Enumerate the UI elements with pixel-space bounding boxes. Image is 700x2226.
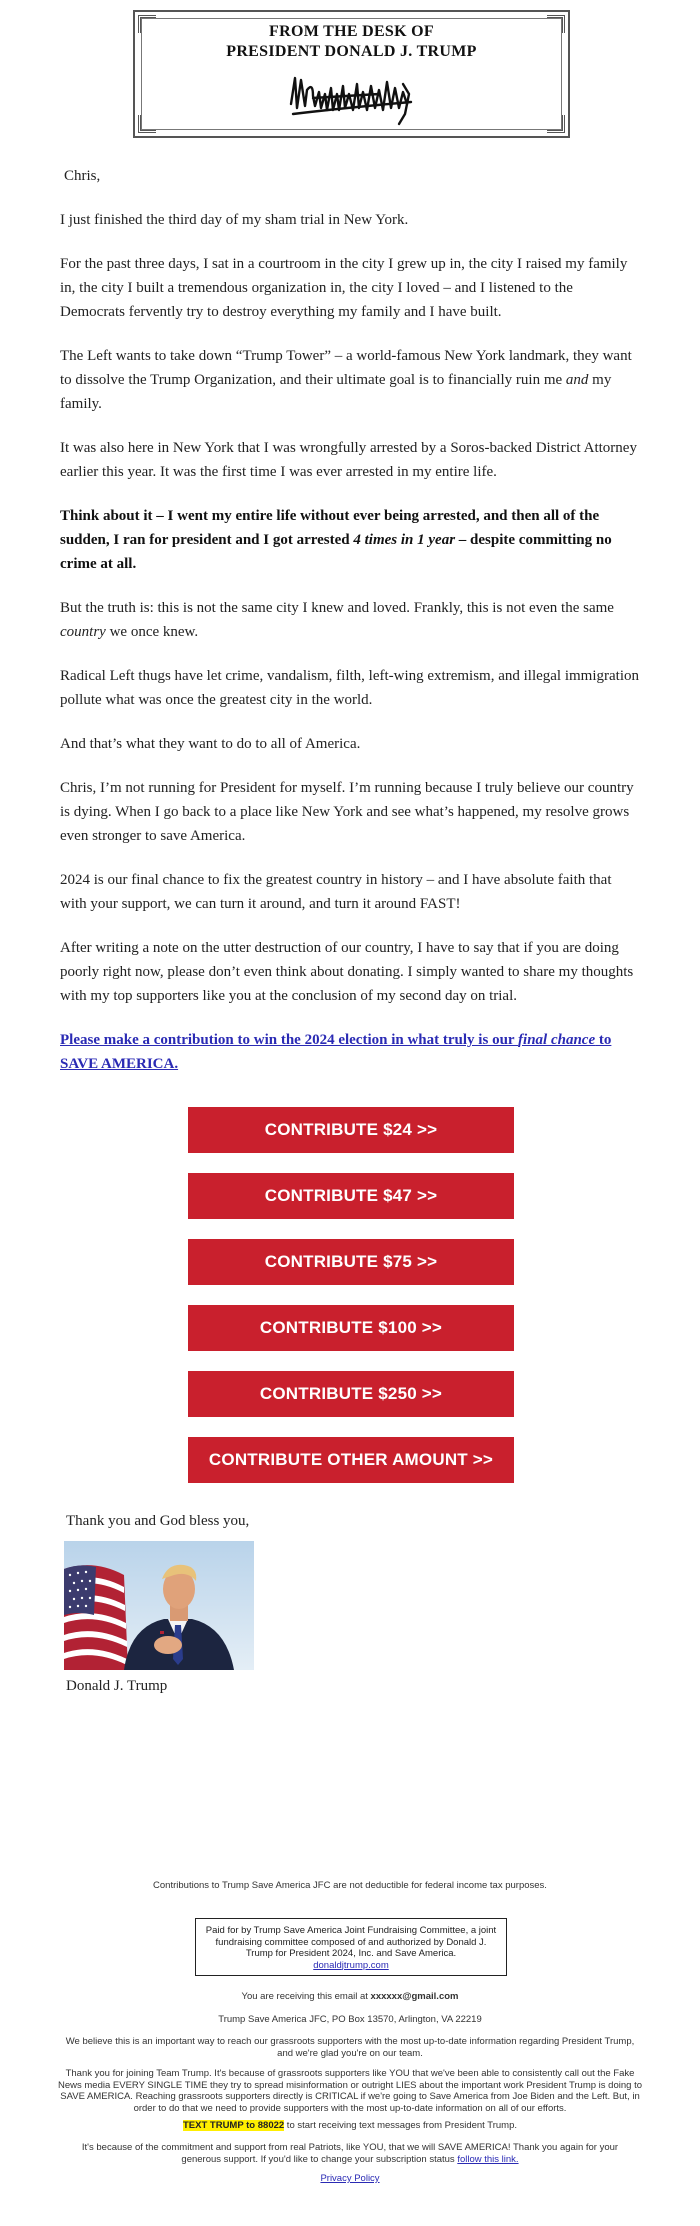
cta-emphasis[interactable]: final chance (518, 1032, 596, 1048)
mailing-address: Trump Save America JFC, PO Box 13570, Arlington, VA 22219 (218, 2014, 482, 2025)
tax-deductible-note: Contributions to Trump Save America JFC are not deductible for federal income tax purposes. (153, 1880, 547, 1891)
signature-icon (283, 64, 423, 132)
signature-name: Donald J. Trump (66, 1678, 168, 1694)
paragraph-9: Chris, I’m not running for President for myself. I’m running because I truly believe our country is dying. When I go back to a place like New York and see what’s happened, my resolve grows even stronger to save America. (60, 780, 634, 844)
corner-ornament-bottom-right (547, 115, 565, 133)
paragraph-3-text-b: my family. (60, 372, 612, 412)
website-link[interactable]: donaldjtrump.com (313, 1959, 389, 1971)
subscription-link[interactable]: follow this link. (457, 2153, 519, 2165)
paragraph-5 (60, 504, 640, 576)
paragraph-5-emphasis: 4 times in 1 year (353, 532, 456, 548)
cta-text-a[interactable]: Please make a contribution to win the 2024 election in what truly is our (60, 1032, 519, 1048)
text-signup-note (60, 2120, 640, 2132)
paragraph-6-text-a: But the truth is: this is not the same city I knew and loved. Frankly, this is not even the same (60, 600, 614, 616)
letterhead-card (133, 10, 570, 138)
privacy-policy-row (60, 2173, 640, 2185)
contribute-250-button[interactable]: CONTRIBUTE $250 >> (188, 1371, 514, 1417)
commitment-text: It's because of the commitment and support from real Patriots, like YOU, that we will SAVE AMERICA! Thank you again for your generous support. If you'd like to change your subscription status (81, 2142, 619, 2165)
paragraph-2: For the past three days, I sat in a courtroom in the city I grew up in, the city I raised my family in, the city I built a tremendous organization in, the city I loved – and I listened to the Democrats fervently try to destroy everything my family and I have built. (60, 256, 628, 320)
paragraph-6-emphasis: country (60, 624, 106, 640)
paragraph-3-emphasis: and (565, 372, 589, 388)
receiving-email-note (60, 1991, 640, 2003)
recipient-email: xxxxxx@gmail.com (370, 1991, 459, 2002)
contribute-47-button[interactable]: CONTRIBUTE $47 >> (188, 1173, 514, 1219)
contribute-100-button[interactable]: CONTRIBUTE $100 >> (188, 1305, 514, 1351)
paragraph-8: And that’s what they want to do to all of America. (60, 736, 361, 752)
text-trump-highlight: TEXT TRUMP to 88022 (182, 2120, 285, 2131)
paragraph-5-text-b: – despite committing no crime at all. (60, 532, 612, 572)
corner-ornament-bottom-left (138, 115, 156, 133)
paid-for-text: Paid for by Trump Save America Joint Fundraising Committee, a joint fundraising committee composed of and authorized by Donald J. Trump for President 2024, Inc. and Save America. (205, 1925, 497, 1959)
text-signup-rest: to start receiving text messages from President Trump. (284, 2120, 518, 2131)
paragraph-10: 2024 is our final chance to fix the greatest country in history – and I have absolute faith that with your support, we can turn it around, and turn it around FAST! (60, 872, 612, 912)
paragraph-1: I just finished the third day of my sham trial in New York. (60, 212, 409, 228)
closing-text: Thank you and God bless you, (66, 1513, 250, 1529)
paragraph-6-text-b: we once knew. (105, 624, 199, 640)
letter-body (60, 164, 640, 1096)
greeting: Chris, (64, 168, 101, 184)
contribution-call-to-action[interactable] (60, 1028, 640, 1076)
paragraph-3 (60, 344, 640, 416)
contribute-other-amount-button[interactable]: CONTRIBUTE OTHER AMOUNT >> (188, 1437, 514, 1483)
paragraph-7: Radical Left thugs have let crime, vandalism, filth, left-wing extremism, and illegal immigration pollute what was once the greatest city in the world. (60, 668, 640, 708)
thank-you-note: Thank you for joining Team Trump. It's because of grassroots supporters like YOU that we've been able to consistently call out the Fake News media EVERY SINGLE TIME they try to spread misinformation or outright LIES about the important work President Trump is doing to SAVE AMERICA. Reaching grassroots supporters directly is CRITICAL if we're going to Save America from Joe Biden and the Left. But, in order to do that we need to provide supporters with the most up-to-date information on all of our efforts. (58, 2068, 642, 2114)
contribute-24-button[interactable]: CONTRIBUTE $24 >> (188, 1107, 514, 1153)
paid-for-box (195, 1918, 507, 1976)
paragraph-6 (60, 596, 640, 644)
portrait-photo (64, 1541, 254, 1670)
believe-note: We believe this is an important way to reach our grassroots supporters with the most up-to-date information regarding President Trump, and we're glad you're on our team. (65, 2036, 635, 2059)
commitment-note (66, 2142, 634, 2165)
letterhead-title: FROM THE DESK OF PRESIDENT DONALD J. TRUMP (226, 23, 477, 60)
privacy-policy-link[interactable]: Privacy Policy (320, 2173, 380, 2184)
paragraph-5-text-a: Think about it – I went my entire life without ever being arrested, and then all of the sudden, I ran for president and I got arrested (60, 508, 600, 548)
cta-text-b[interactable]: to SAVE AMERICA. (60, 1032, 612, 1072)
paragraph-3-text-a: The Left wants to take down “Trump Tower” – a world-famous New York landmark, they want to dissolve the Trump Organization, and their ultimate goal is to financially ruin me (60, 348, 632, 388)
contribution-link[interactable] (60, 1032, 611, 1072)
paragraph-4: It was also here in New York that I was wrongfully arrested by a Soros-backed District Attorney earlier this year. It was the first time I was ever arrested in my entire life. (60, 440, 637, 480)
paragraph-11: After writing a note on the utter destruction of our country, I have to say that if you are doing poorly right now, please don’t even think about donating. I simply wanted to share my thoughts with my top supporters like you at the conclusion of my second day on trial. (60, 940, 634, 1004)
contribute-75-button[interactable]: CONTRIBUTE $75 >> (188, 1239, 514, 1285)
receiving-text: You are receiving this email at (241, 1991, 371, 2002)
